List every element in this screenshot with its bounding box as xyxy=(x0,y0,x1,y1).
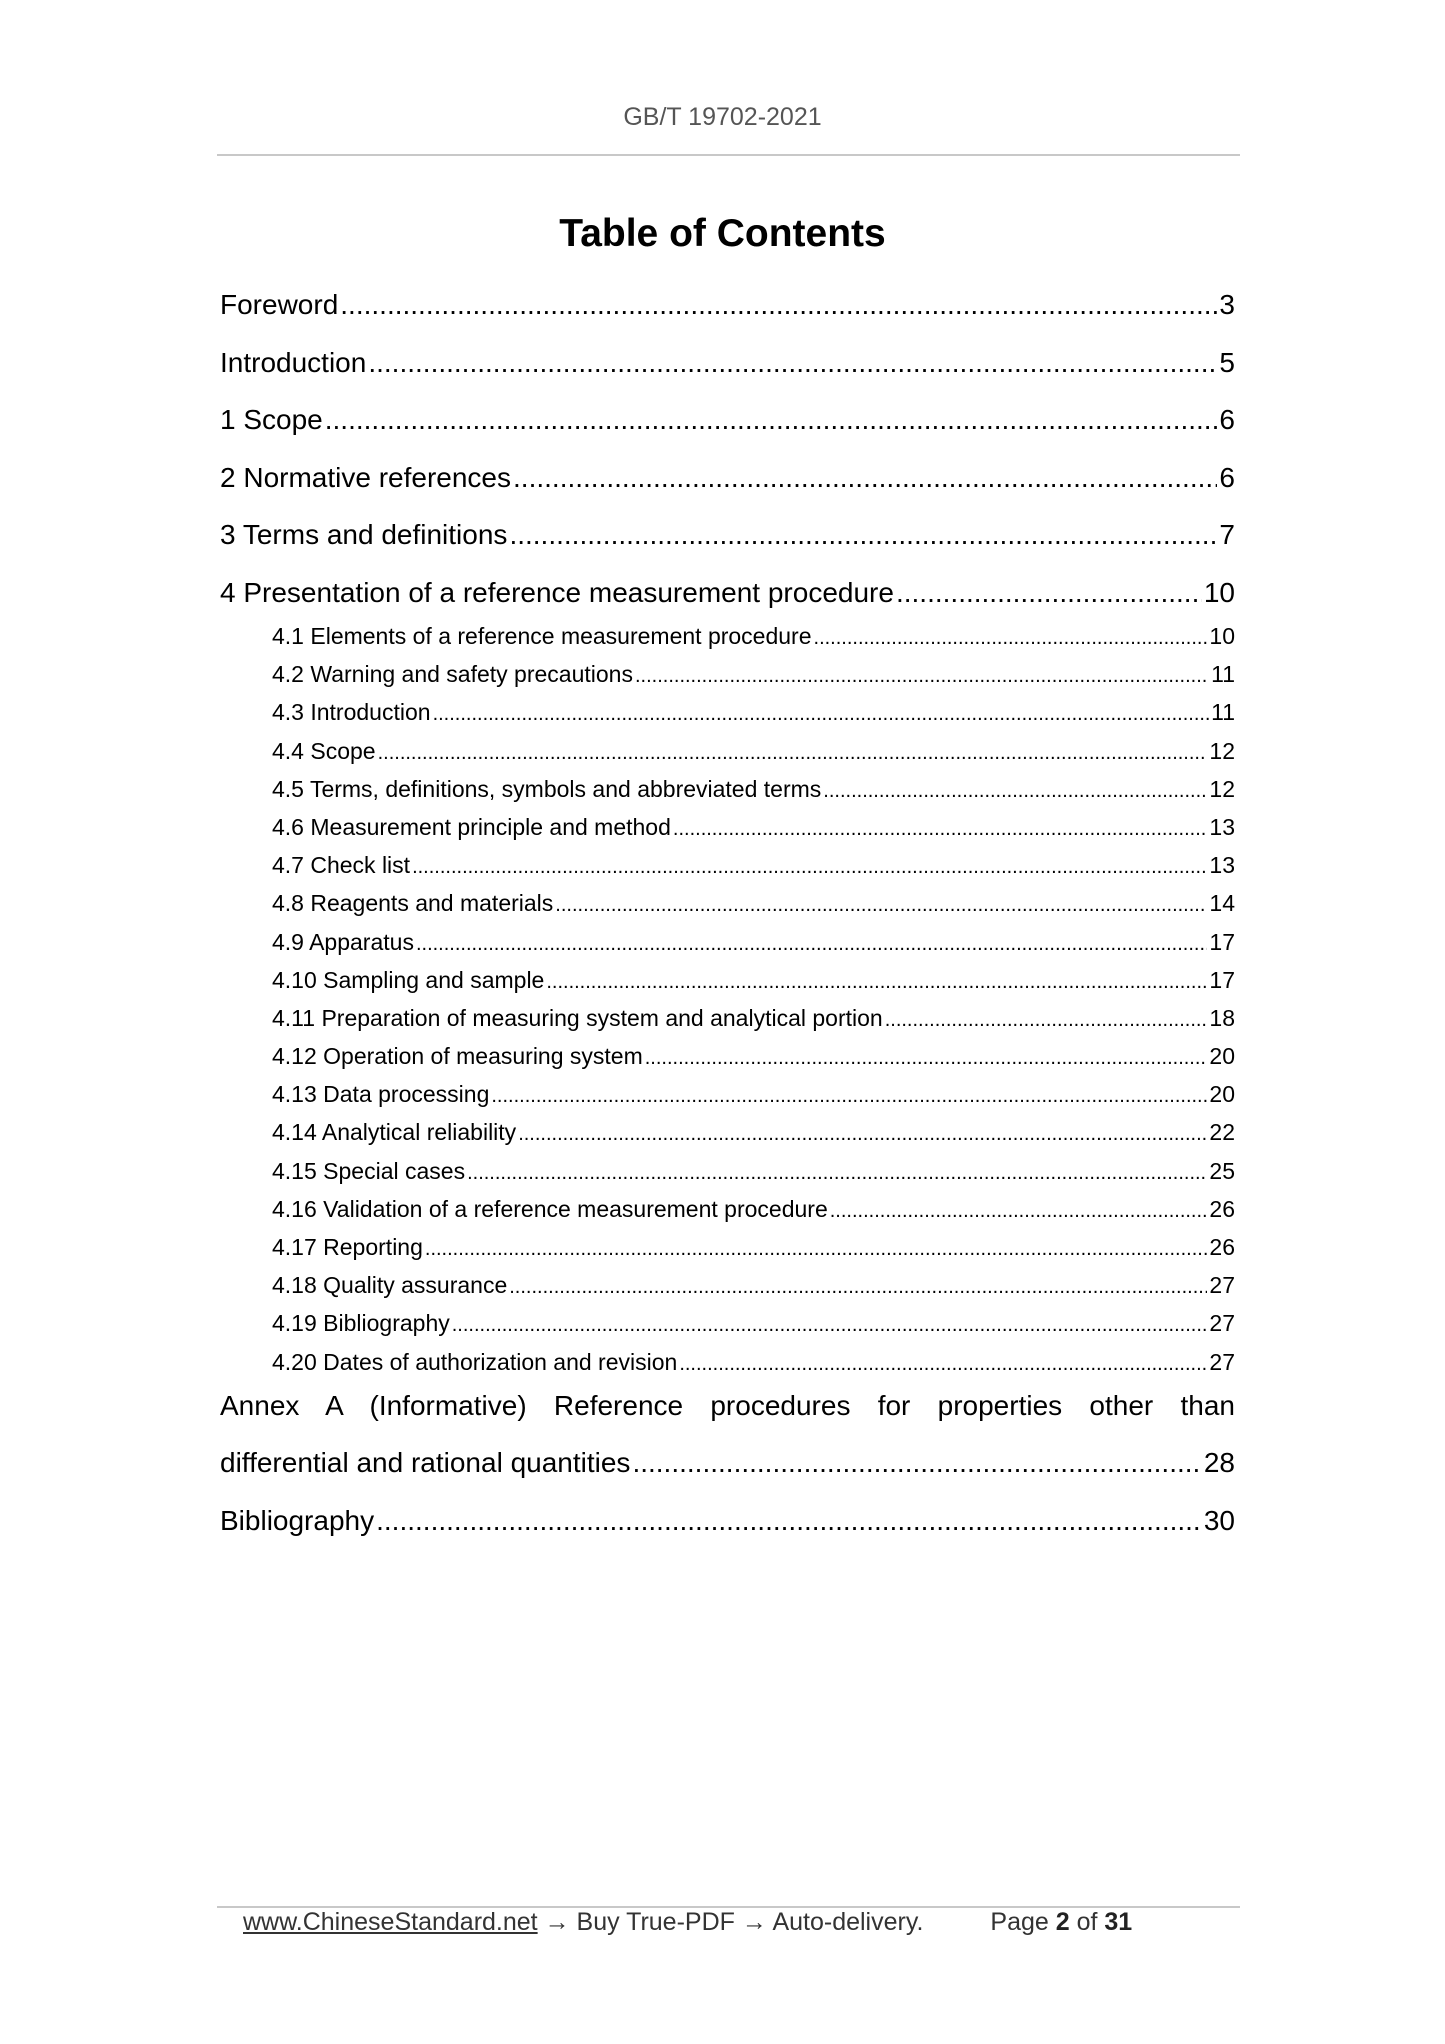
toc-entry-label: 2 Normative references xyxy=(220,461,512,493)
toc-entry-label: 4.17 Reporting xyxy=(272,1234,423,1260)
footer xyxy=(243,1908,1243,1937)
toc-entry-label: 4.5 Terms, definitions, symbols and abbreviated terms xyxy=(272,775,822,802)
toc-subentry[interactable] xyxy=(272,999,1235,1037)
toc-subentry[interactable] xyxy=(272,1075,1235,1113)
toc-entry-page: 14 xyxy=(1209,890,1235,917)
toc-entry-introduction[interactable] xyxy=(220,342,1235,400)
toc-entry-page: 3 xyxy=(1219,289,1235,320)
toc-entry-label: 4.19 Bibliography xyxy=(272,1310,450,1337)
toc-entry-normative-references[interactable] xyxy=(220,457,1235,515)
toc-subentry[interactable] xyxy=(272,1343,1235,1381)
toc-entry-page: 27 xyxy=(1209,1272,1235,1299)
toc-entry-page: 12 xyxy=(1209,775,1235,802)
delivery-text: Auto-delivery. xyxy=(772,1908,924,1936)
toc-subentry[interactable] xyxy=(272,1113,1235,1151)
toc-subentry[interactable] xyxy=(272,1190,1235,1228)
toc-entry-page: 13 xyxy=(1209,852,1235,879)
leader-dots xyxy=(635,657,1209,693)
toc-entry-label: 4.20 Dates of authorization and revision xyxy=(272,1348,678,1375)
toc-entry-annex-a[interactable] xyxy=(220,1385,1235,1443)
leader-dots xyxy=(555,886,1207,922)
toc-entry-page: 30 xyxy=(1203,1504,1235,1536)
leader-dots xyxy=(645,1039,1208,1075)
toc-entry-page: 10 xyxy=(1203,576,1235,608)
leader-dots xyxy=(425,1230,1208,1266)
toc-title: Table of Contents xyxy=(559,212,886,255)
toc-entry-label: 4 Presentation of a reference measurement procedure xyxy=(220,576,894,608)
toc-entry-label: 4.12 Operation of measuring system xyxy=(272,1043,643,1070)
toc-entry-label: 3 Terms and definitions xyxy=(220,519,508,550)
toc-subentry[interactable] xyxy=(272,961,1235,999)
toc-entry-label: 1 Scope xyxy=(220,404,323,435)
leader-dots xyxy=(518,1115,1207,1151)
toc-entry-page: 13 xyxy=(1209,813,1235,840)
toc-entry-label: 4.15 Special cases xyxy=(272,1157,466,1184)
page-indicator xyxy=(990,1908,1132,1936)
table-of-contents xyxy=(220,284,1235,1557)
toc-subentry[interactable] xyxy=(272,1304,1235,1342)
toc-entry-page: 22 xyxy=(1209,1119,1235,1146)
toc-entry-page: 17 xyxy=(1209,966,1235,993)
toc-subentry[interactable] xyxy=(272,808,1235,846)
leader-dots xyxy=(325,399,1218,441)
leader-dots xyxy=(416,925,1207,961)
buy-text: Buy True-PDF xyxy=(576,1908,735,1936)
toc-subentry[interactable] xyxy=(272,617,1235,655)
toc-entry-page: 6 xyxy=(1219,404,1235,435)
toc-entry-label: Bibliography xyxy=(220,1504,375,1536)
toc-entry-page: 17 xyxy=(1209,928,1235,955)
toc-entry-label: differential and rational quantities xyxy=(220,1447,631,1479)
toc-entry-page: 27 xyxy=(1209,1310,1235,1337)
leader-dots xyxy=(896,572,1202,614)
leader-dots xyxy=(467,1154,1207,1190)
toc-entry-foreword[interactable] xyxy=(220,284,1235,342)
website-link[interactable]: www.ChineseStandard.net xyxy=(243,1908,538,1936)
toc-entry-page: 20 xyxy=(1209,1043,1235,1070)
leader-dots xyxy=(673,810,1208,846)
leader-dots xyxy=(378,734,1208,770)
toc-entry-label: 4.4 Scope xyxy=(272,737,376,764)
toc-entry-page: 6 xyxy=(1219,461,1235,493)
toc-subentry[interactable] xyxy=(272,846,1235,884)
leader-dots xyxy=(368,342,1217,384)
page-total: 31 xyxy=(1104,1908,1133,1936)
toc-subentry[interactable] xyxy=(272,693,1235,731)
leader-dots xyxy=(546,963,1207,999)
toc-entry-page: 12 xyxy=(1209,737,1235,764)
toc-subentry[interactable] xyxy=(272,884,1235,922)
toc-entry-page: 10 xyxy=(1209,623,1235,649)
toc-entry-label: 4.8 Reagents and materials xyxy=(272,890,554,917)
leader-dots xyxy=(412,848,1207,884)
toc-entry-page: 18 xyxy=(1209,1004,1235,1031)
toc-subentry[interactable] xyxy=(272,1152,1235,1190)
toc-entry-page: 5 xyxy=(1219,346,1235,378)
leader-dots xyxy=(376,1500,1202,1542)
leader-dots xyxy=(340,284,1217,326)
toc-subentry[interactable] xyxy=(272,1266,1235,1304)
leader-dots xyxy=(632,1442,1201,1484)
toc-entry-bibliography[interactable] xyxy=(220,1500,1235,1558)
toc-subentry[interactable] xyxy=(272,732,1235,770)
toc-entry-label: 4.7 Check list xyxy=(272,852,411,879)
toc-entry-label: 4.11 Preparation of measuring system and analytical portion xyxy=(272,1004,883,1031)
toc-entry-page: 28 xyxy=(1203,1447,1235,1479)
toc-entry-label: 4.18 Quality assurance xyxy=(272,1272,508,1299)
toc-subentry[interactable] xyxy=(272,1037,1235,1075)
leader-dots xyxy=(509,514,1217,556)
toc-subentry[interactable] xyxy=(272,770,1235,808)
toc-entry-label: 4.13 Data processing xyxy=(272,1081,490,1108)
arrow-right-icon: → xyxy=(544,1908,570,1936)
toc-entry-label: 4.10 Sampling and sample xyxy=(272,966,545,993)
toc-entry-label: 4.3 Introduction xyxy=(272,699,431,726)
leader-dots xyxy=(885,1001,1208,1037)
leader-dots xyxy=(830,1192,1208,1228)
page-of: of xyxy=(1076,1908,1098,1936)
toc-entry-label: 4.16 Validation of a reference measurement procedure xyxy=(272,1195,828,1222)
toc-entry-label: 4.14 Analytical reliability xyxy=(272,1119,517,1146)
leader-dots xyxy=(679,1345,1207,1381)
toc-entry-label: Foreword xyxy=(220,289,339,320)
toc-subentry[interactable] xyxy=(272,655,1235,693)
toc-entry-annex-a-continued[interactable] xyxy=(220,1442,1235,1500)
toc-entry-page: 25 xyxy=(1209,1157,1235,1184)
toc-entry-page: 26 xyxy=(1209,1234,1235,1260)
header-rule xyxy=(217,154,1240,156)
toc-entry-terms-and-definitions[interactable] xyxy=(220,514,1235,572)
leader-dots xyxy=(509,1268,1207,1304)
toc-entry-label: 4.2 Warning and safety precautions xyxy=(272,661,633,688)
toc-entry-page: 11 xyxy=(1211,661,1235,688)
toc-entry-label: 4.6 Measurement principle and method xyxy=(272,813,671,840)
toc-entry-label: Annex A (Informative) Reference procedures for properties other than xyxy=(220,1389,1235,1421)
leader-dots xyxy=(433,695,1210,731)
leader-dots xyxy=(814,619,1208,655)
toc-entry-page: 26 xyxy=(1209,1195,1235,1222)
document-code: GB/T 19702-2021 xyxy=(623,103,822,131)
toc-subsection-list xyxy=(220,617,1235,1381)
toc-entry-scope[interactable] xyxy=(220,399,1235,457)
toc-entry-page: 7 xyxy=(1219,519,1235,550)
leader-dots xyxy=(491,1077,1207,1113)
toc-subentry[interactable] xyxy=(272,1228,1235,1266)
toc-entry-page: 11 xyxy=(1211,699,1235,726)
toc-entry-label: 4.9 Apparatus xyxy=(272,928,414,955)
toc-entry-page: 27 xyxy=(1209,1348,1235,1375)
page-word: Page xyxy=(990,1908,1049,1936)
toc-entry-page: 20 xyxy=(1209,1081,1235,1108)
page-current: 2 xyxy=(1055,1908,1070,1936)
arrow-right-icon: → xyxy=(741,1908,767,1936)
toc-entry-label: 4.1 Elements of a reference measurement procedure xyxy=(272,623,812,649)
toc-subentry[interactable] xyxy=(272,923,1235,961)
leader-dots xyxy=(452,1306,1208,1342)
leader-dots xyxy=(513,457,1217,499)
leader-dots xyxy=(823,772,1207,808)
toc-entry-label: Introduction xyxy=(220,346,367,378)
